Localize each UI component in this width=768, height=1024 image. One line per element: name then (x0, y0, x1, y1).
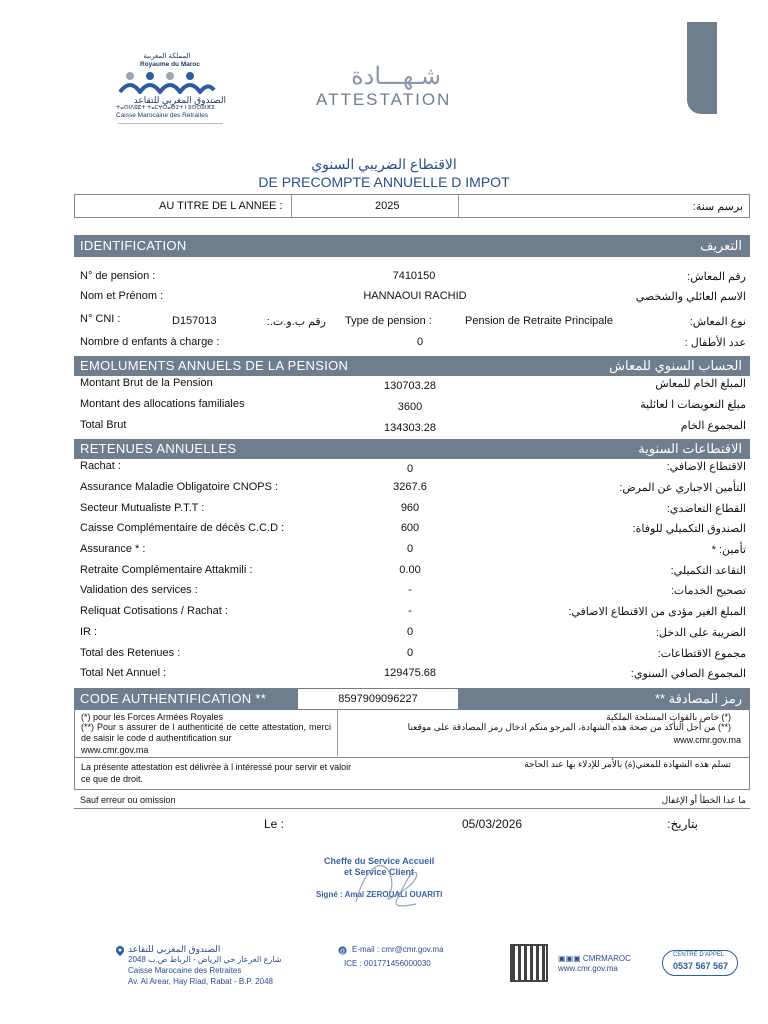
facebook-icon: ▣ (558, 954, 566, 963)
retenues-header (74, 439, 750, 459)
emol-label-ar: المجموع الخام (680, 420, 746, 432)
email-icon (338, 946, 347, 955)
footer-addr-fr-2: Av. Al Arear, Hay Riad, Rabat - B.P. 2048 (128, 977, 273, 986)
ret-label-ar: مجموع الاقتطاعات: (657, 648, 746, 660)
identification-title: IDENTIFICATION (80, 238, 187, 253)
logo-divider (118, 123, 223, 124)
location-icon (116, 946, 124, 956)
ret-value: 960 (400, 502, 420, 514)
name-value: HANNAOUI RACHID (363, 290, 467, 302)
identification-header (74, 235, 750, 257)
delivery-fr: La présente attestation est délivrée à l intéressé pour servir et valoir ce que de droit. (81, 762, 352, 784)
ret-label: Total Net Annuel : (80, 667, 167, 679)
emol-value: 134303.28 (384, 422, 436, 434)
delivery-block (74, 758, 750, 790)
emoluments-title-ar: الحساب السنوي للمعاش (609, 358, 742, 373)
cmr-logo (110, 52, 230, 122)
emol-label-ar: مبلغ التعويضات ا لعائلية (640, 399, 746, 411)
ret-value: 0 (406, 463, 414, 475)
type-ar: نوع المعاش: (689, 316, 746, 328)
auth-code-box (298, 688, 458, 710)
ret-label-ar: تصحيح الخدمات: (670, 585, 746, 597)
ret-label: Assurance * : (80, 543, 146, 555)
children-ar: عدد الأطفال : (684, 337, 746, 349)
delivery-ar: تسلم هذه الشهادة للمعني(ة) بالأمر للإدلاء بها عند الحاجة (524, 759, 731, 769)
footer-addr-ar-2: شارع العرعار حي الرياض - الرباط ص.ب 2048 (128, 955, 282, 964)
ret-label: Rachat : (80, 460, 121, 472)
footer-social: CMRMAROC (582, 954, 631, 963)
ret-label-ar: تأمين: * (711, 544, 746, 556)
social-icons (558, 954, 631, 963)
footer-email: E-mail : cmr@cmr.gov.ma (352, 945, 444, 954)
signature-stamp (306, 852, 456, 914)
ret-label: Secteur Mutualiste P.T.T : (80, 502, 205, 514)
ret-value: - (408, 584, 412, 596)
kingdom-fr: Royaume du Maroc (140, 61, 200, 68)
cmr-emblem-icon (116, 68, 216, 94)
ret-value: - (408, 605, 412, 617)
ret-label: IR : (80, 626, 98, 638)
ret-label: Caisse Complémentaire de décès C.C.D : (80, 522, 285, 534)
note-url: www.cmr.gov.ma (81, 745, 149, 755)
footer (0, 940, 768, 990)
ret-value: 0.00 (399, 564, 421, 576)
stamp-line-2: et Service Client (344, 867, 415, 877)
children-label: Nombre d enfants à charge : (80, 336, 220, 348)
ret-label: Validation des services : (80, 584, 198, 596)
name-ar: الاسم العائلي والشخصي (635, 291, 746, 303)
stamp-line-3: Signé : Amal ZEROUALI OUARITI (316, 890, 443, 899)
ret-label-ar: المجموع الصافي السنوي: (630, 668, 746, 680)
date-value: 05/03/2026 (462, 817, 523, 831)
cni-value: D157013 (172, 315, 217, 327)
emoluments-header (74, 356, 750, 376)
instagram-icon: ▣ (565, 954, 574, 963)
title-ar: الاقتطاع الضريبي السنوي (311, 156, 457, 172)
identification-title-ar: التعريف (699, 238, 742, 253)
note-far: (*) pour les Forces Armées Royales (81, 712, 224, 722)
year-divider-2 (458, 195, 459, 217)
call-center-number: 0537 567 567 (673, 961, 729, 971)
qr-code-icon (510, 944, 548, 982)
note-url-ar: www.cmr.gov.ma (673, 735, 741, 745)
ret-label: Retraite Complémentaire Attakmili : (80, 564, 253, 576)
errors-ar: ما عدا الخطأ أو الإغفال (661, 795, 746, 805)
emol-label: Montant Brut de la Pension (80, 377, 213, 389)
children-value: 0 (416, 336, 424, 348)
corner-tab (687, 22, 717, 114)
auth-code-label: CODE AUTHENTIFICATION ** (80, 691, 267, 706)
errors-fr: Sauf erreur ou omission (80, 795, 176, 805)
type-label: Type de pension : (345, 315, 432, 327)
ret-value: 600 (400, 522, 420, 534)
stamp-line-1: Cheffe du Service Accueil (324, 856, 435, 866)
cni-ar: رقم ب.و.ت.: (266, 316, 326, 328)
note-far-ar: (*) خاص بالقوات المسلحة الملكية (606, 712, 731, 722)
ret-label-ar: الاقتطاع الاضافي: (666, 461, 746, 473)
signature-scribble-icon (346, 852, 426, 912)
notes-block (74, 710, 750, 758)
notes-divider (337, 710, 338, 756)
emol-label: Total Brut (80, 419, 127, 431)
pension-no-label: N° de pension : (80, 270, 156, 282)
year-row (74, 194, 750, 218)
name-label: Nom et Prénom : (80, 290, 164, 302)
cni-label: N° CNI : (80, 313, 121, 325)
emol-value: 130703.28 (384, 380, 436, 392)
attestation-ar: شـهـــادة (351, 63, 441, 90)
ret-label: Assurance Maladie Obligatoire CNOPS : (80, 481, 279, 493)
retenues-title: RETENUES ANNUELLES (80, 441, 237, 456)
emol-value: 3600 (397, 401, 423, 413)
ret-label-ar: القطاع التعاضدي: (666, 503, 746, 515)
year-value: 2025 (375, 200, 400, 212)
cmr-name-fr: Caisse Marocaine des Retraites (116, 112, 209, 119)
svg-text:@: @ (339, 949, 346, 955)
year-divider (291, 195, 292, 217)
ret-value: 0 (406, 543, 414, 555)
ret-label-ar: الصندوق التكميلي للوفاة: (632, 523, 746, 535)
year-label-ar: برسم سنة: (692, 201, 743, 213)
title-fr: DE PRECOMPTE ANNUELLE D IMPOT (258, 174, 510, 190)
footer-addr-ar-1: الصندوق المغربي للتقاعد (128, 944, 221, 954)
ret-value: 0 (406, 626, 414, 638)
call-center-badge (662, 950, 738, 976)
call-center-label: CENTRE D'APPEL (673, 952, 725, 958)
cmr-name-ar: الصندوق المغربي للتقاعد (133, 95, 226, 105)
ret-label-ar: الضريبة على الدخل: (655, 627, 746, 639)
auth-code-bar (74, 688, 750, 710)
note-auth-ar: (**) من أجل التأكد من صحة هذه الشهادة، المرجو منكم ادخال رمز المصادقة على موقعنا (407, 722, 731, 732)
footer-ice: ICE : 001771456000030 (344, 959, 431, 968)
footer-site: www.cmr.gov.ma (558, 964, 618, 973)
footer-addr-fr-1: Caisse Marocaine des Retraites (128, 966, 242, 975)
ret-label-ar: المبلغ الغير مؤدى من الاقتطاع الاضافي: (568, 606, 746, 618)
note-auth: (**) Pour s assurer de l authenticité de cette attestation, merci de saisir le code d authentification sur (81, 722, 331, 743)
emol-label: Montant des allocations familiales (80, 398, 245, 410)
year-label: AU TITRE DE L ANNEE : (159, 200, 283, 212)
type-value: Pension de Retraite Principale (465, 315, 613, 327)
cmr-name-amazigh: ⵜⴰⵙⵏⴷⵓⵇⵜ ⵜⴰⵎⵖⵔⴰⴱⵉⵜ ⵏ ⵓⵙⵙⵓⵏⴼⵓ (116, 105, 215, 111)
ret-label: Total des Retenues : (80, 647, 181, 659)
youtube-icon: ▣ (573, 954, 581, 963)
date-label-ar: بتاريخ: (667, 817, 698, 831)
ret-value: 129475.68 (384, 667, 436, 679)
retenues-title-ar: الاقتطاعات السنوية (638, 441, 742, 456)
ret-value: 3267.6 (393, 481, 427, 493)
emoluments-title: EMOLUMENTS ANNUELS DE LA PENSION (80, 358, 349, 373)
kingdom-ar: المملكة المغربية (143, 53, 191, 60)
ret-label-ar: التأمين الاجباري عن المرض: (619, 482, 746, 494)
ret-label: Reliquat Cotisations / Rachat : (80, 605, 228, 617)
errors-line (74, 808, 750, 809)
pension-no-ar: رقم المعاش: (687, 271, 746, 283)
emol-label-ar: المبلغ الخام للمعاش (655, 378, 746, 390)
attestation-fr: ATTESTATION (316, 90, 452, 109)
pension-no-value: 7410150 (392, 270, 436, 282)
date-label: Le : (264, 817, 285, 831)
ret-label-ar: التقاعد التكميلي: (670, 565, 746, 577)
auth-code-label-ar: رمز المصادقة ** (654, 691, 742, 706)
auth-code-value: 8597909096227 (338, 693, 418, 705)
ret-value: 0 (406, 647, 414, 659)
